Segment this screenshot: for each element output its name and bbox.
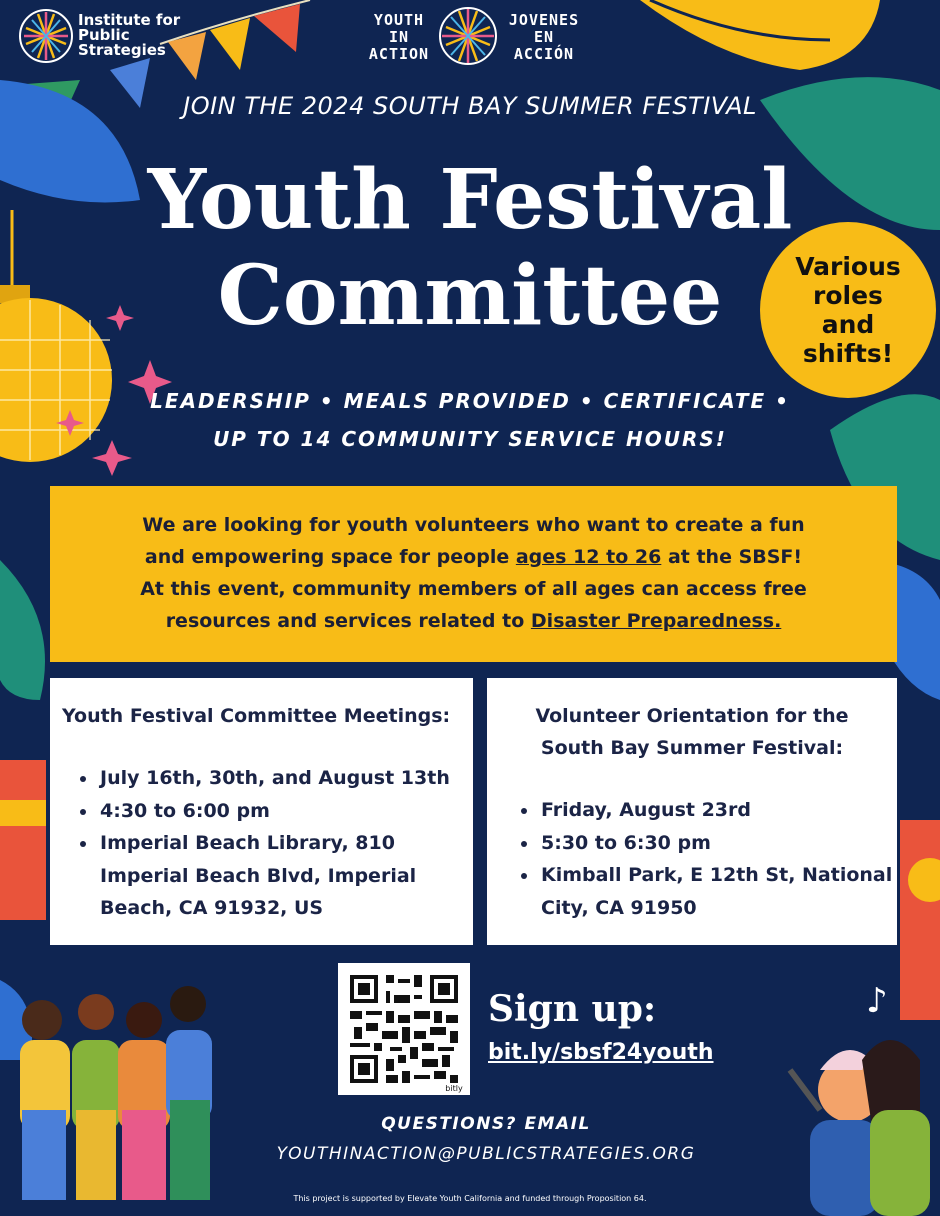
- intro-line-2: and empowering space for people ages 12 to 26 at the SBSF!: [144, 546, 803, 568]
- roles-badge: [760, 222, 936, 398]
- signup-qr-code[interactable]: [338, 963, 470, 1095]
- questions-label: QUESTIONS? EMAIL: [381, 1114, 591, 1134]
- intro-box: [50, 486, 897, 662]
- signup-link[interactable]: bit.ly/sbsf24youth: [488, 1040, 714, 1065]
- badge-line: roles: [813, 281, 883, 310]
- intro-line-3: At this event, community members of all ages can access free: [140, 578, 807, 600]
- intro-line-1: We are looking for youth volunteers who want to create a fun: [142, 514, 805, 536]
- title-line-1: Youth Festival: [147, 152, 793, 248]
- perks-line-1: LEADERSHIP • MEALS PROVIDED • CERTIFICATE •: [150, 389, 790, 413]
- orientation-item-location: • Kimball Park, E 12th St, National City, CA 91950: [539, 859, 909, 924]
- title-line-2: Committee: [217, 248, 723, 344]
- festival-subtitle: JOIN THE 2024 SOUTH BAY SUMMER FESTIVAL: [183, 92, 757, 120]
- orientation-item-time: • 5:30 to 6:30 pm: [539, 827, 909, 860]
- perks-line-2: UP TO 14 COMMUNITY SERVICE HOURS!: [213, 427, 727, 451]
- orientation-box: [487, 678, 897, 945]
- qr-code-icon: [338, 963, 470, 1095]
- gift-box: [0, 760, 46, 920]
- age-range: ages 12 to 26: [515, 546, 662, 568]
- orientation-item-date: • Friday, August 23rd: [539, 794, 909, 827]
- signup-label: Sign up:: [488, 988, 657, 1030]
- ips-logo-icon: [18, 8, 74, 64]
- youth-in-action-logo-icon: [437, 5, 499, 67]
- svg-text:♪: ♪: [866, 981, 888, 1021]
- badge-line: and: [821, 310, 875, 339]
- meetings-item-location: • Imperial Beach Library, 810 Imperial Beach Blvd, Imperial Beach, CA 91932, US: [98, 827, 483, 925]
- teal-leaf: [0, 560, 45, 700]
- perks-list: [60, 382, 880, 458]
- funding-footer: This project is supported by Elevate Youth California and funded through Proposition 64.: [293, 1194, 647, 1203]
- meetings-item-dates: • July 16th, 30th, and August 13th: [98, 762, 483, 795]
- meetings-heading: Youth Festival Committee Meetings:: [62, 705, 451, 727]
- orientation-list: [515, 794, 909, 924]
- svg-text:bitly: bitly: [445, 1084, 463, 1093]
- intro-line-4: resources and services related to Disaster Preparedness.: [165, 610, 782, 632]
- badge-line: Various: [795, 252, 901, 281]
- bunting-flag: [254, 4, 300, 52]
- ips-logo-text: Institute for Public Strategies: [78, 11, 181, 59]
- disaster-preparedness: Disaster Preparedness.: [530, 610, 782, 632]
- jovenes-en-accion-text: JOVENES EN ACCIÓN: [508, 11, 580, 63]
- orientation-heading: Volunteer Orientation for the South Bay Summer Festival:: [535, 705, 849, 759]
- meetings-list: [74, 762, 483, 925]
- meetings-item-time: • 4:30 to 6:00 pm: [98, 795, 483, 828]
- contact-email[interactable]: YOUTHINACTION@PUBLICSTRATEGIES.ORG: [276, 1144, 696, 1164]
- badge-line: shifts!: [802, 339, 894, 368]
- youth-group-illustration: [20, 986, 212, 1200]
- youth-in-action-text: YOUTH IN ACTION: [368, 11, 430, 63]
- meetings-box: [50, 678, 473, 945]
